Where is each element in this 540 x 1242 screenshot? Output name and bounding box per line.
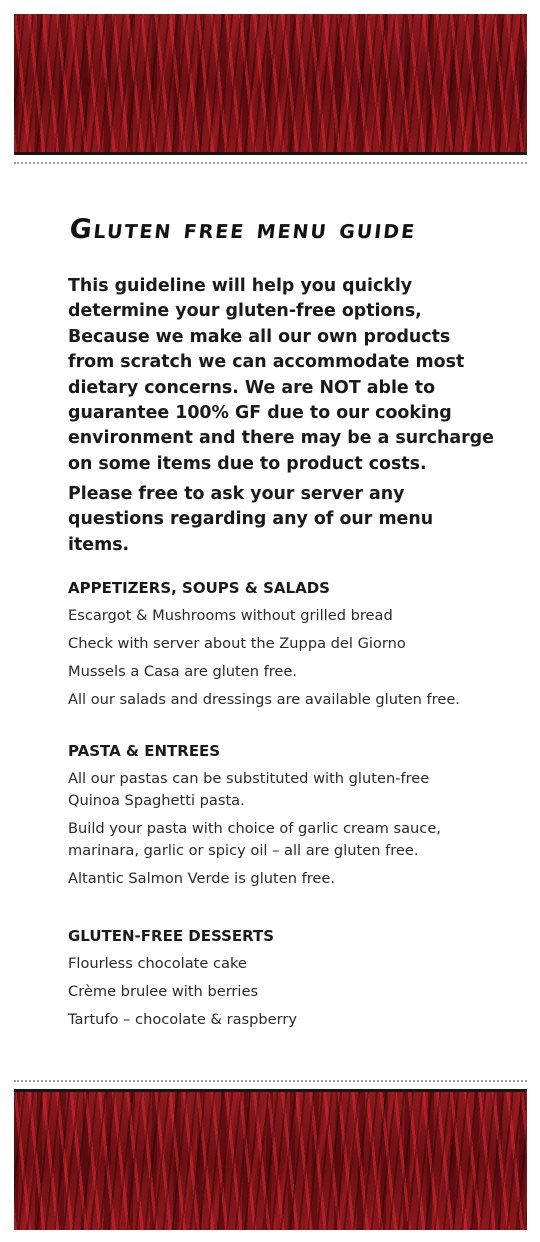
list-item: Mussels a Casa are gluten free. <box>68 663 298 680</box>
section-heading: GLUTEN-FREE DESSERTS <box>68 927 275 945</box>
list-item: Crème brulee with berries <box>68 983 259 1000</box>
section-heading: APPETIZERS, SOUPS & SALADS <box>68 579 330 597</box>
list-item: Escargot & Mushrooms without grilled bread <box>68 607 393 624</box>
dotted-divider-bottom <box>14 1080 527 1082</box>
section-heading: PASTA & ENTREES <box>68 742 221 760</box>
list-item: Build your pasta with choice of garlic cream sauce, marinara, garlic or spicy oil – all are gluten free. <box>68 820 441 859</box>
intro-paragraph: This guideline will help you quickly determine your gluten-free options, Because we make all our own products from scratch we can accommodate most dietary concerns. We are NOT able to guarantee 100% GF due to our cooking environment and there may be a surcharge on some items due to product costs. <box>68 276 494 474</box>
list-item: Flourless chocolate cake <box>68 955 247 972</box>
list-item: Altantic Salmon Verde is gluten free. <box>68 870 336 887</box>
header-wood-banner <box>14 14 527 155</box>
list-item: All our pastas can be substituted with gluten-free Quinoa Spaghetti pasta. <box>68 770 430 809</box>
section-appetizers <box>68 577 508 717</box>
section-desserts <box>68 925 508 1037</box>
list-item: All our salads and dressings are available gluten free. <box>68 691 460 708</box>
list-item: Check with server about the Zuppa del Giorno <box>68 635 406 652</box>
footer-wood-banner <box>14 1089 527 1230</box>
section-pasta-entrees <box>68 740 508 896</box>
list-item: Tartufo – chocolate & raspberry <box>68 1011 297 1028</box>
intro-paragraph-server: Please free to ask your server any questions regarding any of our menu items. <box>68 484 434 555</box>
dotted-divider-top <box>14 162 527 164</box>
page-title: Gluten free menu guide <box>68 214 418 245</box>
